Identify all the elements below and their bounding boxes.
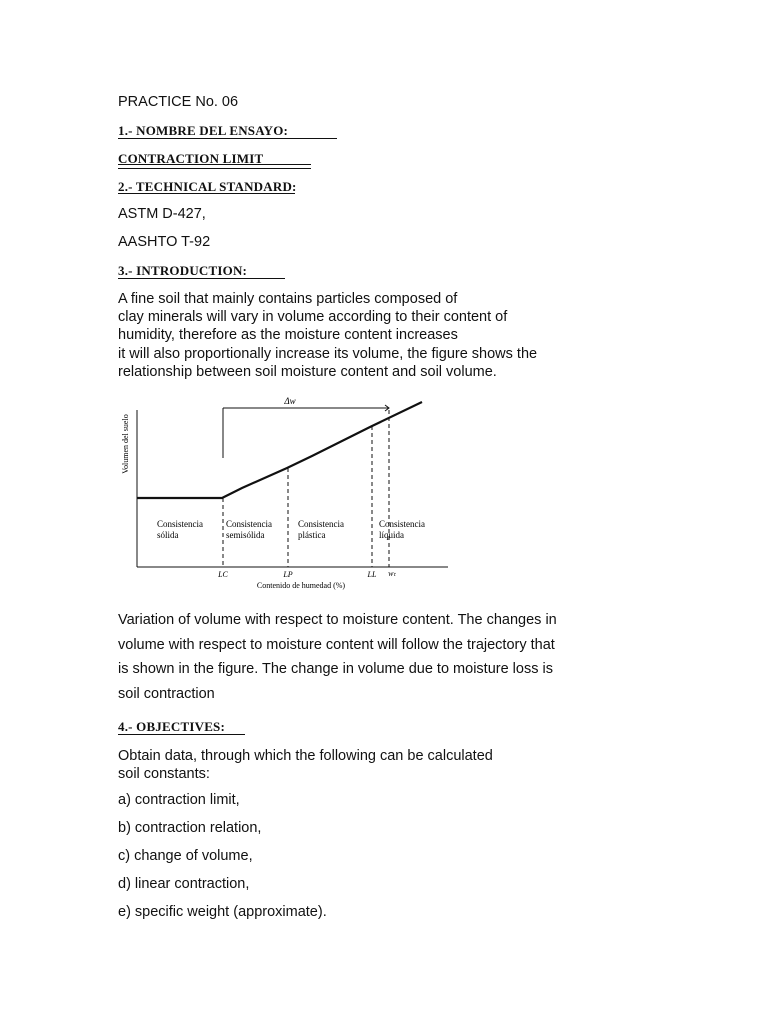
intro-line: A fine soil that mainly contains particles composed of (118, 291, 458, 307)
zone-semisolid-line1: Consistencia (226, 519, 272, 529)
volume-curve (137, 402, 422, 498)
objective-item: c) change of volume, (118, 848, 253, 864)
objective-item: e) specific weight (approximate). (118, 904, 327, 920)
standard-aashto: AASHTO T-92 (118, 234, 211, 250)
practice-title: PRACTICE No. 06 (118, 94, 239, 110)
objectives-intro-line: soil constants: (118, 766, 210, 783)
zone-plastic-line1: Consistencia (298, 519, 344, 529)
objectives-intro (118, 747, 493, 783)
figure-caption (118, 608, 557, 707)
intro-line: clay minerals will vary in volume according to their content of (118, 309, 508, 326)
section1-underline (118, 138, 337, 139)
zone-liquid-line1: Consistencia (379, 519, 425, 529)
caption-line: is shown in the figure. The change in volume due to moisture loss is (118, 661, 553, 678)
objectives-intro-line: Obtain data, through which the following can be calculated (118, 748, 493, 764)
section2-underline (118, 193, 295, 194)
section4-heading: 4.- OBJECTIVES: (118, 719, 226, 734)
tick-lc: LC (218, 570, 228, 579)
tick-wt: wₜ (388, 569, 396, 578)
test-name-underline (118, 164, 311, 169)
objective-item: d) linear contraction, (118, 876, 250, 892)
x-axis-label: Contenido de humedad (%) (256, 581, 346, 590)
zone-solid-line2: sólida (157, 530, 179, 540)
zone-solid-line1: Consistencia (157, 519, 203, 529)
standard-astm: ASTM D-427, (118, 206, 206, 222)
caption-line: Variation of volume with respect to moisture content. The changes in (118, 612, 557, 628)
section1-heading: 1.- NOMBRE DEL ENSAYO: (118, 123, 289, 138)
tick-ll: LL (367, 570, 377, 579)
zone-liquid-line2: líquida (379, 530, 404, 540)
caption-line: volume with respect to moisture content will follow the trajectory that (118, 636, 555, 653)
volume-moisture-figure (112, 392, 452, 592)
intro-paragraph (118, 290, 537, 381)
section2-heading: 2.- TECHNICAL STANDARD: (118, 179, 297, 194)
test-name: CONTRACTION LIMIT (118, 151, 264, 166)
section3-heading: 3.- INTRODUCTION: (118, 263, 248, 278)
section4-underline (118, 734, 245, 735)
section3-underline (118, 278, 285, 279)
zone-plastic-line2: plástica (298, 530, 326, 540)
objective-item: b) contraction relation, (118, 820, 262, 836)
y-axis-label: Volumen del suelo (121, 414, 130, 474)
intro-line: it will also proportionally increase its volume, the figure shows the (118, 345, 538, 362)
delta-w-label: Δw (284, 396, 296, 406)
intro-line: humidity, therefore as the moisture content increases (118, 327, 458, 344)
tick-lp: LP (283, 570, 293, 579)
intro-line: relationship between soil moisture content and soil volume. (118, 363, 497, 380)
objective-item: a) contraction limit, (118, 792, 240, 808)
caption-line: soil contraction (118, 686, 215, 703)
zone-semisolid-line2: semisólida (226, 530, 265, 540)
